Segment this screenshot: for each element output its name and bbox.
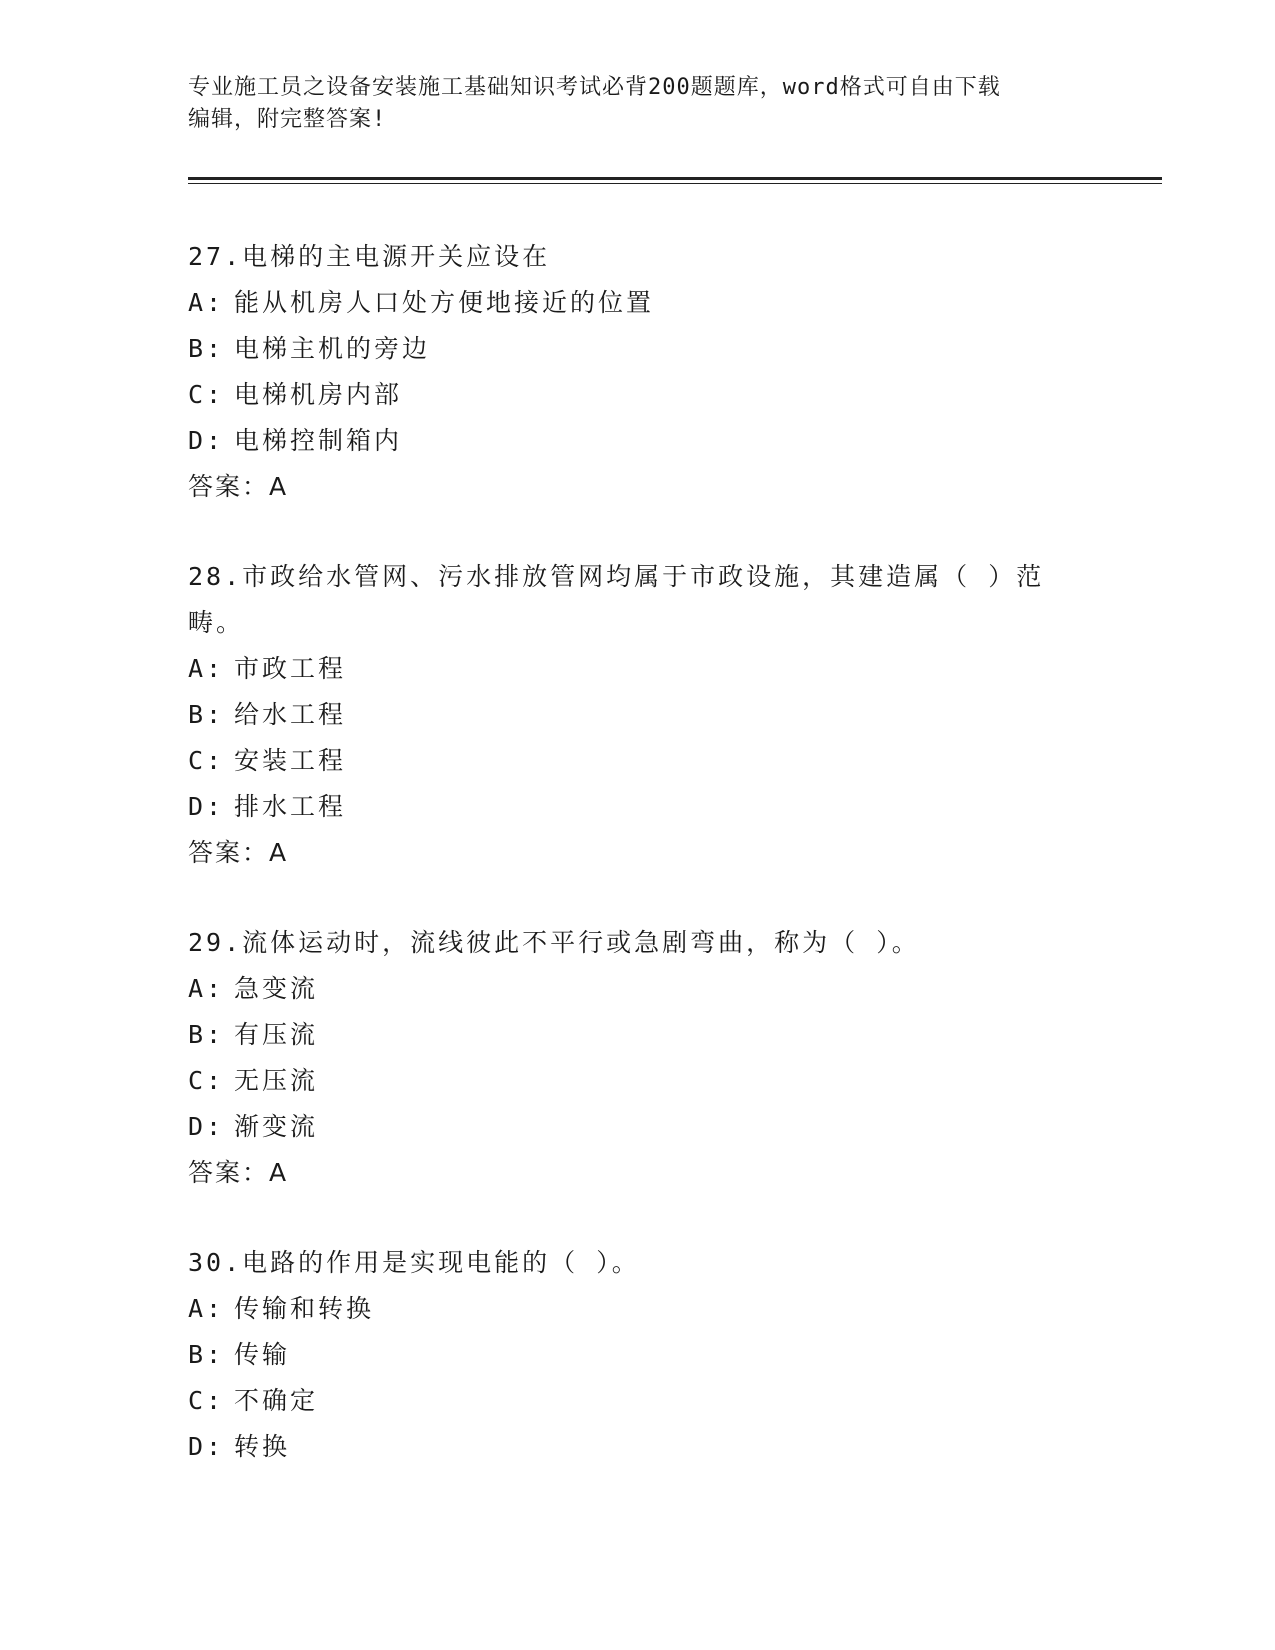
option-letter: C: [188,1386,225,1415]
question-stem: 30.电路的作用是实现电能的（ ）。 [188,1248,640,1277]
option-d [188,1104,1068,1150]
question-28 [188,554,1068,876]
document-header [188,72,1068,136]
option-text: 能从机房人口处方便地接近的位置 [234,288,655,317]
question-30 [188,1240,1068,1470]
option-text: 急变流 [234,974,319,1003]
option-text: 转换 [234,1432,291,1461]
option-letter: A: [188,974,225,1003]
option-text: 无压流 [234,1066,319,1095]
option-text: 传输和转换 [234,1294,375,1323]
option-letter: B: [188,334,225,363]
option-text: 不确定 [234,1386,319,1415]
option-text: 传输 [234,1340,291,1369]
header-line-2: 编辑，附完整答案! [188,107,387,132]
option-letter: A: [188,288,225,317]
option-d [188,784,1068,830]
option-a [188,280,1068,326]
option-b [188,326,1068,372]
option-letter: D: [188,426,225,455]
option-b [188,1332,1068,1378]
header-divider-thin [188,183,1162,184]
option-letter: C: [188,1066,225,1095]
header-line-1: 专业施工员之设备安装施工基础知识考试必背200题题库，word格式可自由下载 [188,75,1001,100]
question-list [188,234,1068,1514]
option-c [188,1058,1068,1104]
option-letter: D: [188,792,225,821]
option-text: 给水工程 [234,700,347,729]
option-text: 电梯机房内部 [234,380,403,409]
option-letter: D: [188,1112,225,1141]
question-stem: 28.市政给水管网、污水排放管网均属于市政设施，其建造属（ ）范畴。 [188,562,1045,637]
answer-line: 答案：A [188,1158,289,1187]
option-b [188,692,1068,738]
option-d [188,418,1068,464]
option-a [188,966,1068,1012]
option-letter: A: [188,654,225,683]
option-c [188,1378,1068,1424]
option-letter: A: [188,1294,225,1323]
option-b [188,1012,1068,1058]
option-letter: C: [188,380,225,409]
question-stem: 29.流体运动时，流线彼此不平行或急剧弯曲，称为（ ）。 [188,928,920,957]
option-c [188,738,1068,784]
option-letter: B: [188,1340,225,1369]
option-c [188,372,1068,418]
option-a [188,1286,1068,1332]
header-divider-thick [188,177,1162,180]
option-text: 排水工程 [234,792,347,821]
answer-line: 答案：A [188,472,289,501]
option-a [188,646,1068,692]
answer-line: 答案：A [188,838,289,867]
option-letter: C: [188,746,225,775]
option-letter: B: [188,1020,225,1049]
question-stem: 27.电梯的主电源开关应设在 [188,242,551,271]
option-text: 安装工程 [234,746,347,775]
option-letter: B: [188,700,225,729]
question-29 [188,920,1068,1196]
option-text: 市政工程 [234,654,347,683]
option-text: 电梯主机的旁边 [234,334,431,363]
option-text: 渐变流 [234,1112,319,1141]
question-27 [188,234,1068,510]
option-letter: D: [188,1432,225,1461]
option-text: 有压流 [234,1020,319,1049]
option-text: 电梯控制箱内 [234,426,403,455]
option-d [188,1424,1068,1470]
